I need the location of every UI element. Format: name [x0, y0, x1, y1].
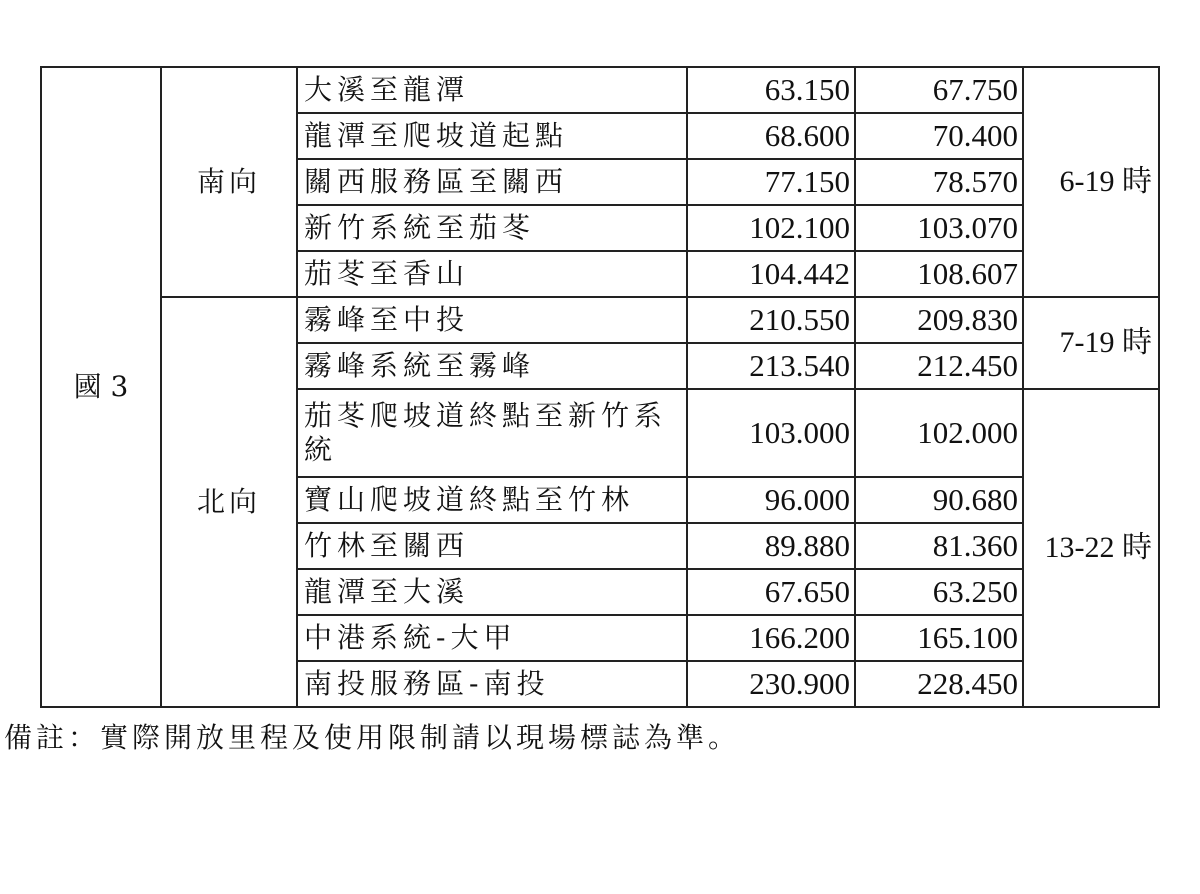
start-km-cell: 213.540 [687, 343, 855, 389]
start-km-cell: 210.550 [687, 297, 855, 343]
end-km-cell: 165.100 [855, 615, 1023, 661]
opening-schedule-table [40, 66, 1160, 708]
end-km-cell: 63.250 [855, 569, 1023, 615]
direction-cell-southbound: 南向 [161, 67, 297, 297]
end-km-cell: 78.570 [855, 159, 1023, 205]
start-km-cell: 77.150 [687, 159, 855, 205]
segment-cell: 茄苳至香山 [297, 251, 687, 297]
segment-cell: 龍潭至大溪 [297, 569, 687, 615]
segment-cell: 中港系統-大甲 [297, 615, 687, 661]
table-row [41, 67, 1159, 113]
start-km-cell: 96.000 [687, 477, 855, 523]
segment-cell: 寶山爬坡道終點至竹林 [297, 477, 687, 523]
segment-cell: 茄苳爬坡道終點至新竹系統 [297, 389, 687, 477]
end-km-cell: 212.450 [855, 343, 1023, 389]
end-km-cell: 103.070 [855, 205, 1023, 251]
segment-cell: 竹林至關西 [297, 523, 687, 569]
segment-cell: 新竹系統至茄苳 [297, 205, 687, 251]
start-km-cell: 230.900 [687, 661, 855, 707]
table-row [41, 297, 1159, 343]
footnote: 備註：實際開放里程及使用限制請以現場標誌為準。 [4, 721, 741, 754]
segment-cell: 龍潭至爬坡道起點 [297, 113, 687, 159]
start-km-cell: 63.150 [687, 67, 855, 113]
end-km-cell: 90.680 [855, 477, 1023, 523]
end-km-cell: 102.000 [855, 389, 1023, 477]
end-km-cell: 70.400 [855, 113, 1023, 159]
end-km-cell: 209.830 [855, 297, 1023, 343]
start-km-cell: 104.442 [687, 251, 855, 297]
end-km-cell: 228.450 [855, 661, 1023, 707]
segment-cell: 霧峰至中投 [297, 297, 687, 343]
start-km-cell: 89.880 [687, 523, 855, 569]
segment-cell: 關西服務區至關西 [297, 159, 687, 205]
end-km-cell: 81.360 [855, 523, 1023, 569]
time-cell: 7-19 時 [1023, 297, 1159, 389]
road-cell: 國 3 [41, 67, 161, 707]
start-km-cell: 166.200 [687, 615, 855, 661]
end-km-cell: 108.607 [855, 251, 1023, 297]
start-km-cell: 68.600 [687, 113, 855, 159]
direction-cell-northbound: 北向 [161, 297, 297, 707]
time-cell: 13-22 時 [1023, 389, 1159, 707]
segment-cell: 霧峰系統至霧峰 [297, 343, 687, 389]
segment-cell: 大溪至龍潭 [297, 67, 687, 113]
time-cell: 6-19 時 [1023, 67, 1159, 297]
start-km-cell: 103.000 [687, 389, 855, 477]
start-km-cell: 102.100 [687, 205, 855, 251]
start-km-cell: 67.650 [687, 569, 855, 615]
end-km-cell: 67.750 [855, 67, 1023, 113]
segment-cell: 南投服務區-南投 [297, 661, 687, 707]
